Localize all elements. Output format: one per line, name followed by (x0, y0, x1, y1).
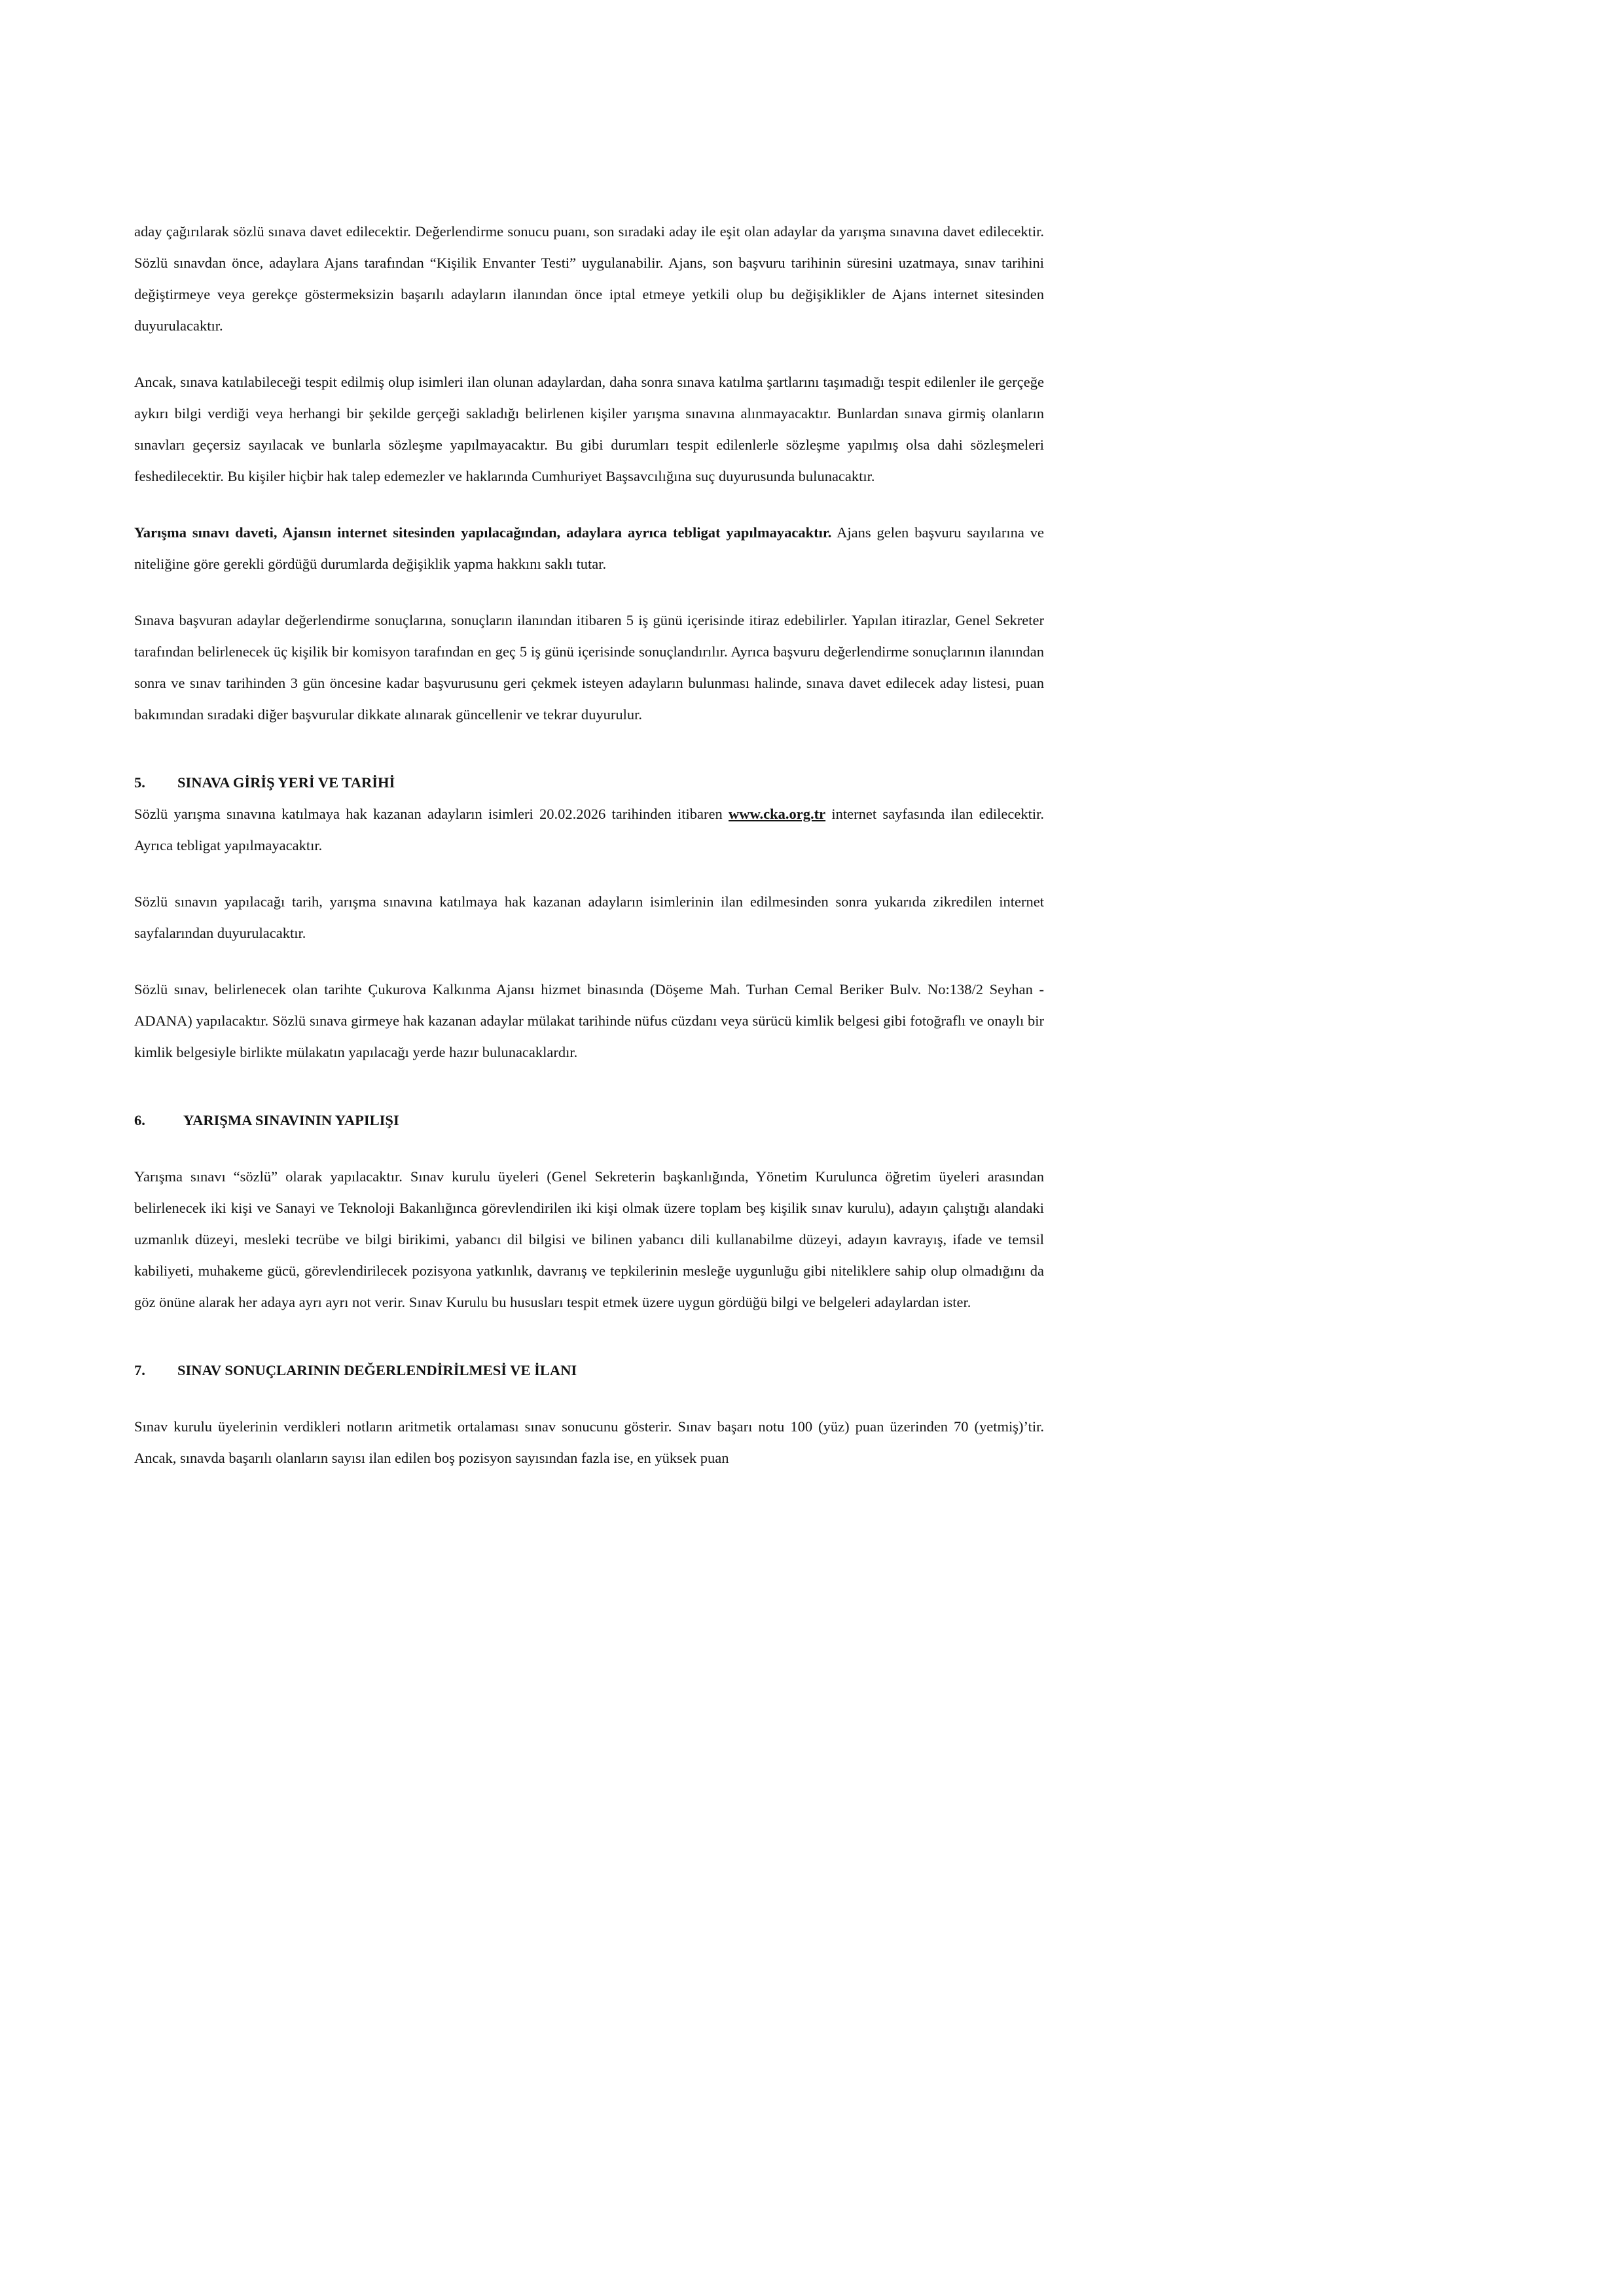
section-5-heading (134, 767, 1044, 798)
section-7-heading (134, 1355, 1044, 1386)
paragraph-exam-date: Sözlü sınavın yapılacağı tarih, yarışma sınavına katılmaya hak kazanan adayların isimlerinin ilan edilmesinden sonra yukarıda zikredilen internet sayfalarından duyurulacaktır. (134, 893, 1044, 941)
section-6-heading (134, 1105, 1044, 1136)
paragraph-exam-location: Sözlü sınav, belirlenecek olan tarihte Çukurova Kalkınma Ajansı hizmet binasında (Döşeme Mah. Turhan Cemal Beriker Bulv. No:138/2 Seyhan - ADANA) yapılacaktır. Sözlü sınava girmeye hak kazanan adaylar mülakat tarihinde nüfus cüzdanı veya sürücü kimlik belgesi gibi fotoğraflı ve onaylı bir kimlik belgesiyle birlikte mülakatın yapılacağı yerde hazır bulunacaklardır. (134, 981, 1044, 1060)
paragraph-exam-procedure: Yarışma sınavı “sözlü” olarak yapılacaktır. Sınav kurulu üyeleri (Genel Sekreterin başkanlığında, Yönetim Kurulunca öğretim üyeleri arasından belirlenecek iki kişi ve Sanayi ve Teknoloji Bakanlığınca görevlendirilen iki kişi olmak üzere toplam beş kişilik sınav kurulu), adayın çalıştığı alandaki uzmanlık düzeyi, mesleki tecrübe ve bilgi birikimi, yabancı dil bilgisi ve bilinen yabancı dili kullanabilme düzeyi, adayın kavrayış, ifade ve temsil kabiliyeti, muhakeme gücü, görevlendirilecek pozisyona yatkınlık, davranış ve tepkilerinin mesleğe uygunluğu gibi niteliklere sahip olup olmadığını da göz önüne alarak her adaya ayrı ayrı not verir. Sınav Kurulu bu hususları tespit etmek üzere uygun gördüğü bilgi ve belgeleri adaylardan ister. (134, 1168, 1044, 1310)
paragraph-exam-invitation: aday çağırılarak sözlü sınava davet edilecektir. Değerlendirme sonucu puanı, son sıradaki aday ile eşit olan adaylar da yarışma sınavına davet edilecektir. Sözlü sınavdan önce, adaylara Ajans tarafından “Kişilik Envanter Testi” uygulanabilir. Ajans, son başvuru tarihinin süresini uzatmaya, sınav tarihini değiştirmeye veya gerekçe göstermeksizin başarılı adayların ilanından önce iptal etmeye yetkili olup bu değişiklikler de Ajans internet sitesinden duyurulacaktır. (134, 223, 1044, 334)
paragraph-results: Sınav kurulu üyelerinin verdikleri notların aritmetik ortalaması sınav sonucunu gösterir. Sınav başarı notu 100 (yüz) puan üzerinden 70 (yetmiş)’tir. Ancak, sınavda başarılı olanların sayısı ilan edilen boş pozisyon sayısından fazla ise, en yüksek puan (134, 1418, 1044, 1466)
section-6-number: 6. (134, 1112, 145, 1128)
website-link[interactable]: www.cka.org.tr (729, 806, 826, 822)
announcement-text-end: internet sayfasında ilan edilecektir. Ayrıca tebligat yapılmayacaktır. (134, 806, 1044, 853)
section-6-title: YARIŞMA SINAVININ YAPILIŞI (183, 1112, 399, 1128)
notification-text: Ajans gelen başvuru sayılarına ve niteliğine göre gerekli gördüğü durumlarda değişiklik yapma hakkını saklı tutar. (134, 524, 1044, 572)
section-7-number: 7. (134, 1362, 145, 1378)
section-5-number: 5. (134, 774, 145, 791)
section-7-title: SINAV SONUÇLARININ DEĞERLENDİRİLMESİ VE İLANI (177, 1362, 577, 1378)
notification-bold-text: Yarışma sınavı daveti, Ajansın internet sitesinden yapılacağından, adaylara ayrıca tebligat yapılmayacaktır. (134, 524, 832, 541)
paragraph-disqualification: Ancak, sınava katılabileceği tespit edilmiş olup isimleri ilan olunan adaylardan, daha sonra sınava katılma şartlarını taşımadığı tespit edilenler ile gerçeğe aykırı bilgi verdiği veya herhangi bir şekilde gerçeği sakladığı belirlenen kişiler yarışma sınavına alınmayacaktır. Bunlardan sınava girmiş olanların sınavları geçersiz sayılacak ve bunlarla sözleşme yapılmayacaktır. Bu gibi durumları tespit edilenlerle sözleşme yapılmış olsa dahi sözleşmeleri feshedilecektir. Bu kişiler hiçbir hak talep edemezler ve haklarında Cumhuriyet Başsavcılığına suç duyurusunda bulunacaktır. (134, 374, 1044, 484)
paragraph-objections: Sınava başvuran adaylar değerlendirme sonuçlarına, sonuçların ilanından itibaren 5 iş günü içerisinde itiraz edebilirler. Yapılan itirazlar, Genel Sekreter tarafından belirlenecek üç kişilik bir komisyon tarafından en geç 5 iş günü içerisinde sonuçlandırılır. Ayrıca başvuru değerlendirme sonuçlarının ilanından sonra ve sınav tarihinden 3 gün öncesine kadar başvurusunu geri çekmek isteyen adayların bulunması halinde, sınava davet edilecek aday listesi, puan bakımından sıradaki diğer başvurular dikkate alınarak güncellenir ve tekrar duyurulur. (134, 612, 1044, 723)
announcement-text-start: Sözlü yarışma sınavına katılmaya hak kazanan adayların isimleri 20.02.2026 tarihinden itibaren (134, 806, 729, 822)
paragraph-announcement (134, 798, 1044, 861)
section-5-title: SINAVA GİRİŞ YERİ VE TARİHİ (177, 774, 395, 791)
paragraph-notification (134, 517, 1044, 580)
document-body (134, 216, 1044, 1474)
